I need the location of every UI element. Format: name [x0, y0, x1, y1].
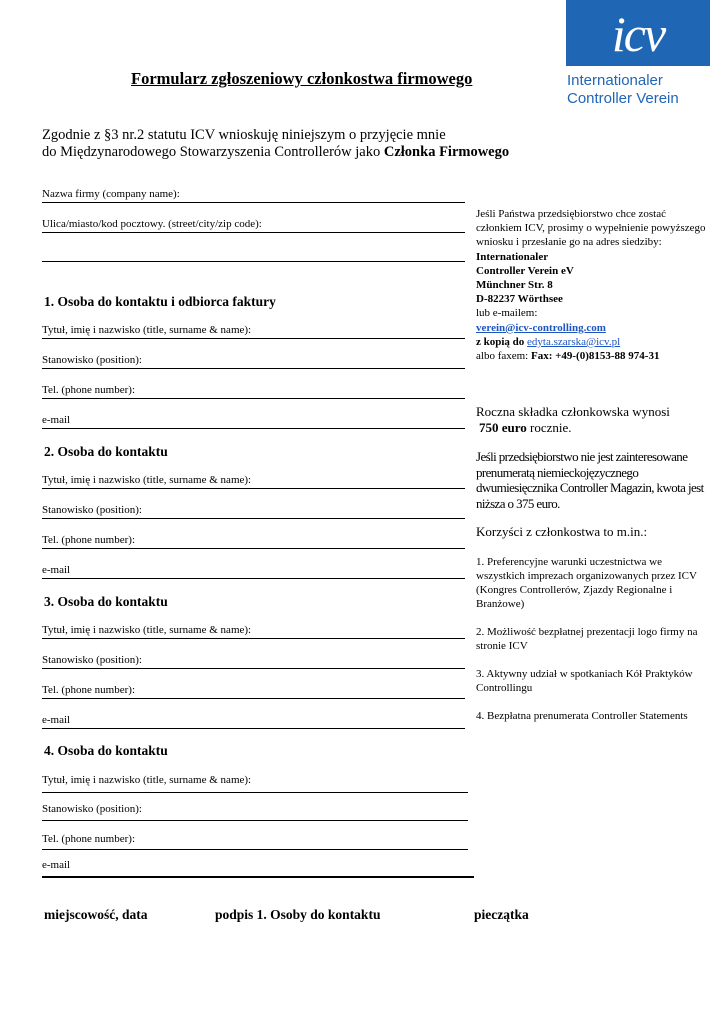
company-name-field[interactable]: [42, 202, 465, 203]
fax-prefix: albo faxem:: [476, 350, 531, 363]
intro-line-2: [42, 144, 509, 161]
place-date-label: miejscowość, data: [44, 907, 148, 922]
copy-email-link[interactable]: edyta.szarska@icv.pl: [527, 335, 621, 348]
fee-amount: 750 euro: [479, 419, 527, 435]
s4-phone-field[interactable]: [42, 849, 468, 850]
address-line-1: Internationaler: [476, 250, 549, 263]
s4-name-label: Tytuł, imię i nazwisko (title, surname & name):: [42, 774, 252, 786]
email-link[interactable]: verein@icv-controlling.com: [476, 321, 606, 334]
s2-phone-field[interactable]: [42, 548, 465, 549]
s4-name-field[interactable]: [42, 792, 468, 793]
s2-name-field[interactable]: [42, 488, 465, 489]
s3-position-field[interactable]: [42, 668, 465, 669]
fee-suffix: rocznie.: [526, 419, 572, 435]
address-line-3: Münchner Str. 8: [476, 279, 553, 292]
section-4-heading: 4. Osoba do kontaktu: [44, 743, 168, 758]
s3-email-label: e-mail: [42, 714, 71, 726]
address-field-line-2[interactable]: [42, 261, 465, 262]
benefit-1: 1. Preferencyjne warunki uczestnictwa we wszystkich imprezach organizowanych przez ICV (Kongres Controllerów, Zjazdy Regionalne i Branżowe): [476, 556, 697, 610]
s1-email-label: e-mail: [42, 414, 71, 426]
s3-phone-field[interactable]: [42, 698, 465, 699]
s3-phone-label: Tel. (phone number):: [42, 684, 136, 696]
s1-phone-field[interactable]: [42, 398, 465, 399]
intro-line-1: Zgodnie z §3 nr.2 statutu ICV wnioskuję niniejszym o przyjęcie mnie: [42, 127, 446, 143]
logo-line-1: Internationaler: [567, 72, 663, 89]
email-prefix: lub e-mailem:: [476, 307, 538, 320]
s4-position-label: Stanowisko (position):: [42, 803, 142, 815]
address-line-4: D-82237 Wörthsee: [476, 293, 563, 306]
fee-info: [476, 404, 711, 435]
s3-name-field[interactable]: [42, 638, 465, 639]
s4-email-field[interactable]: [42, 876, 474, 878]
intro-text: [42, 127, 509, 161]
s2-name-label: Tytuł, imię i nazwisko (title, surname & name):: [42, 474, 252, 486]
s1-name-field[interactable]: [42, 338, 465, 339]
fee-line: Roczna składka członkowska wynosi: [476, 404, 670, 419]
signature-label: podpis 1. Osoby do kontaktu: [215, 907, 381, 922]
s2-email-label: e-mail: [42, 564, 71, 576]
fax-number: Fax: +49-(0)8153-88 974-31: [530, 350, 660, 363]
address-line-2: Controller Verein eV: [476, 264, 574, 277]
s3-position-label: Stanowisko (position):: [42, 654, 142, 666]
s1-email-field[interactable]: [42, 428, 465, 429]
s4-phone-label: Tel. (phone number):: [42, 833, 136, 845]
benefit-4: 4. Bezpłatna prenumerata Controller Statements: [476, 710, 688, 722]
stamp-label: pieczątka: [474, 907, 529, 922]
company-name-label: Nazwa firmy (company name):: [42, 188, 180, 200]
section-1-heading: 1. Osoba do kontaktu i odbiorca faktury: [44, 294, 276, 309]
section-3-heading: 3. Osoba do kontaktu: [44, 594, 168, 609]
intro-line-2-bold: Członka Firmowego: [383, 144, 510, 160]
copy-prefix: z kopią do: [476, 335, 528, 348]
s3-email-field[interactable]: [42, 728, 465, 729]
intro-line-2-text: do Międzynarodowego Stowarzyszenia Controllerów jako: [42, 144, 384, 160]
icv-logo-mark: icv: [611, 6, 665, 62]
s4-position-field[interactable]: [42, 820, 468, 821]
s1-name-label: Tytuł, imię i nazwisko (title, surname & name):: [42, 324, 252, 336]
s2-position-field[interactable]: [42, 518, 465, 519]
form-title: Formularz zgłoszeniowy członkostwa firmowego: [131, 69, 473, 88]
side-info: [476, 207, 708, 363]
s3-name-label: Tytuł, imię i nazwisko (title, surname & name):: [42, 624, 252, 636]
s2-email-field[interactable]: [42, 578, 465, 579]
s4-email-label: e-mail: [42, 859, 71, 871]
s2-position-label: Stanowisko (position):: [42, 504, 142, 516]
logo-line-2: Controller Verein: [567, 90, 679, 107]
s1-position-label: Stanowisko (position):: [42, 354, 142, 366]
s1-position-field[interactable]: [42, 368, 465, 369]
benefit-3: 3. Aktywny udział w spotkaniach Kół Praktyków Controllingu: [476, 668, 693, 694]
address-label: Ulica/miasto/kod pocztowy. (street/city/zip code):: [42, 218, 262, 230]
benefit-2: 2. Możliwość bezpłatnej prezentacji logo firmy na stronie ICV: [476, 626, 698, 652]
benefits-title: Korzyści z członkostwa to m.in.:: [476, 524, 648, 539]
side-intro: Jeśli Państwa przedsiębiorstwo chce zostać członkiem ICV, prosimy o wypełnienie powyższego wniosku i przesłanie go na adres siedziby:: [476, 208, 706, 249]
s1-phone-label: Tel. (phone number):: [42, 384, 136, 396]
address-field[interactable]: [42, 232, 465, 233]
section-2-heading: 2. Osoba do kontaktu: [44, 444, 168, 459]
s2-phone-label: Tel. (phone number):: [42, 534, 136, 546]
subscription-note: Jeśli przedsiębiorstwo nie jest zainteresowane prenumeratą niemieckojęzycznego dwumiesięcznika Controller Magazin, kwota jest niższa o 375 euro.: [476, 449, 704, 511]
